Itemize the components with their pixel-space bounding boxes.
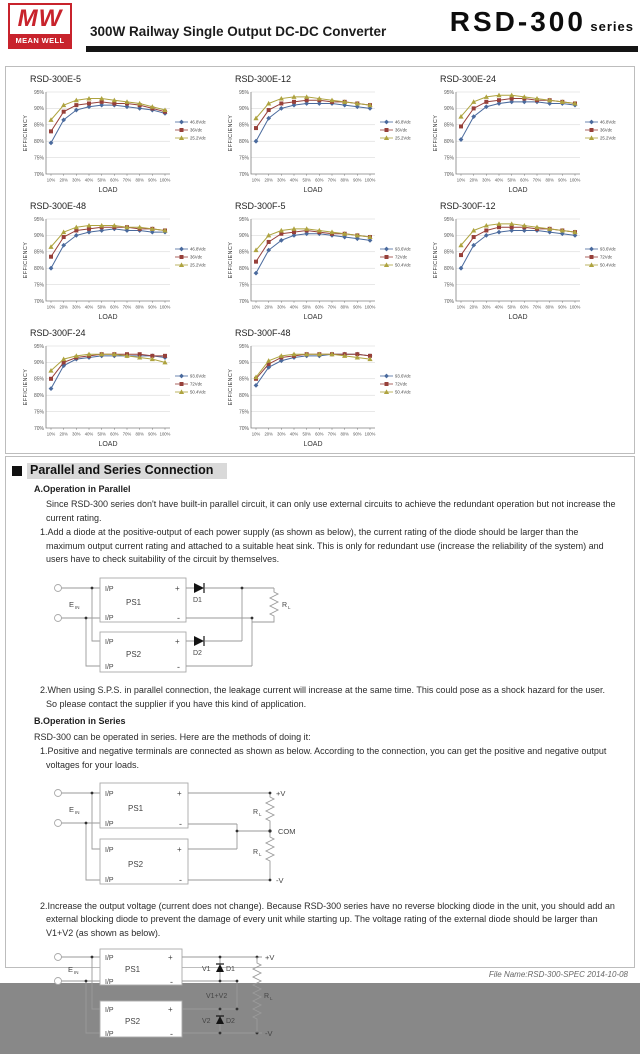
ein-label: E xyxy=(69,805,75,814)
parallel-connection-diagram xyxy=(42,574,372,676)
svg-text:70%: 70% xyxy=(327,431,337,437)
ps2-ip-bottom: I/P xyxy=(105,663,114,671)
ein-sub-label: IN xyxy=(75,810,80,815)
series-connection-diagram xyxy=(42,779,372,891)
svg-text:40%: 40% xyxy=(289,177,299,183)
svg-text:10%: 10% xyxy=(456,177,466,183)
svg-text:LOAD: LOAD xyxy=(303,441,323,448)
page-title: 300W Railway Single Output DC-DC Converter xyxy=(90,24,387,39)
svg-text:90%: 90% xyxy=(238,233,249,240)
charts-grid xyxy=(20,72,634,453)
svg-text:80%: 80% xyxy=(340,177,349,183)
svg-text:100%: 100% xyxy=(364,177,376,183)
svg-text:60%: 60% xyxy=(110,431,119,437)
svg-text:85%: 85% xyxy=(238,122,249,129)
svg-text:50%: 50% xyxy=(302,304,311,310)
ein-sub-label: IN xyxy=(75,604,80,610)
svg-text:75%: 75% xyxy=(443,155,454,162)
header-rule xyxy=(86,46,638,52)
chart-plot xyxy=(430,211,635,324)
logo-brand-text: MEAN WELL xyxy=(10,34,70,47)
svg-text:93.6Vdc: 93.6Vdc xyxy=(190,373,206,379)
svg-text:50%: 50% xyxy=(97,304,106,310)
svg-text:75%: 75% xyxy=(443,282,454,289)
svg-text:90%: 90% xyxy=(33,106,44,113)
svg-text:50.4Vdc: 50.4Vdc xyxy=(190,389,206,395)
svg-text:70%: 70% xyxy=(122,304,132,310)
svg-text:25.2Vdc: 25.2Vdc xyxy=(190,135,206,141)
svg-text:75%: 75% xyxy=(238,155,249,162)
svg-text:50%: 50% xyxy=(97,431,106,437)
svg-text:70%: 70% xyxy=(33,298,44,305)
svg-text:100%: 100% xyxy=(569,304,581,310)
svg-text:EFFICIENCY: EFFICIENCY xyxy=(23,241,29,279)
svg-text:50.4Vdc: 50.4Vdc xyxy=(395,389,411,395)
series-heading: B.Operation in Series xyxy=(34,716,126,726)
series-item2: 2.Increase the output voltage (current does not change). Because RSD-300 series have no reverse blocking diode in the unit, you should add an external blocking diode to prevent the damage of every unit while starting up. The voltage rating of the external diode should be larger than V1+V2 (as shown as below). xyxy=(40,900,615,938)
efficiency-chart-RSD-300E-5 xyxy=(20,72,225,199)
ps1-ip-bottom: I/P xyxy=(105,614,114,622)
ps2-plus: + xyxy=(177,845,182,854)
load-resistor-icon xyxy=(266,831,274,880)
svg-text:30%: 30% xyxy=(72,431,81,437)
svg-text:20%: 20% xyxy=(59,177,68,183)
svg-text:10%: 10% xyxy=(46,177,56,183)
svg-text:90%: 90% xyxy=(353,431,362,437)
svg-text:10%: 10% xyxy=(251,431,261,437)
diode-d1-icon xyxy=(216,964,224,972)
chart-title: RSD-300E-5 xyxy=(30,74,82,84)
meanwell-logo xyxy=(8,3,72,49)
input-terminal-icon xyxy=(55,820,62,827)
svg-text:50%: 50% xyxy=(507,177,516,183)
svg-text:46.8Vdc: 46.8Vdc xyxy=(190,119,206,125)
chart-plot xyxy=(20,338,225,451)
svg-text:10%: 10% xyxy=(251,304,261,310)
ps1-ip-top: I/P xyxy=(105,791,114,798)
svg-text:30%: 30% xyxy=(482,304,491,310)
efficiency-chart-RSD-300F-48 xyxy=(225,326,430,453)
svg-text:30%: 30% xyxy=(277,304,286,310)
ps2-minus: - xyxy=(179,875,182,885)
svg-text:95%: 95% xyxy=(33,343,44,350)
v1-label: V1 xyxy=(202,966,211,973)
ps2-ip-top: I/P xyxy=(105,1007,114,1014)
svg-text:95%: 95% xyxy=(238,343,249,350)
load-resistor-icon xyxy=(253,957,261,1033)
svg-text:70%: 70% xyxy=(327,177,337,183)
chart-title: RSD-300F-24 xyxy=(30,328,86,338)
svg-text:50%: 50% xyxy=(97,177,106,183)
svg-text:75%: 75% xyxy=(238,409,249,416)
d2-label: D2 xyxy=(226,1018,235,1025)
svg-text:90%: 90% xyxy=(443,233,454,240)
minus-v-label: -V xyxy=(265,1029,273,1038)
input-terminal-icon xyxy=(55,584,62,591)
efficiency-chart-RSD-300F-24 xyxy=(20,326,225,453)
svg-text:75%: 75% xyxy=(33,282,44,289)
svg-text:LOAD: LOAD xyxy=(303,314,323,321)
ps2-label: PS2 xyxy=(126,649,142,659)
svg-text:LOAD: LOAD xyxy=(98,441,118,448)
ps1-label: PS1 xyxy=(125,965,141,974)
svg-text:20%: 20% xyxy=(264,177,273,183)
svg-text:95%: 95% xyxy=(443,216,454,223)
svg-text:60%: 60% xyxy=(315,431,324,437)
rl2-label: R xyxy=(253,849,259,856)
chart-plot xyxy=(20,211,225,324)
efficiency-chart-RSD-300E-12 xyxy=(225,72,430,199)
svg-text:100%: 100% xyxy=(364,431,376,437)
input-terminal-icon xyxy=(55,954,62,961)
svg-text:50%: 50% xyxy=(302,177,311,183)
ein-label: E xyxy=(69,599,75,609)
d1-label: D1 xyxy=(193,596,202,604)
ps1-plus: + xyxy=(177,789,182,798)
svg-text:60%: 60% xyxy=(315,304,324,310)
svg-text:80%: 80% xyxy=(545,177,554,183)
section-title: Parallel and Series Connection xyxy=(27,463,227,479)
series-intro: RSD-300 can be operated in series. Here are the methods of doing it: xyxy=(34,731,311,742)
svg-text:10%: 10% xyxy=(46,304,56,310)
ps2-plus: + xyxy=(168,1005,173,1014)
svg-text:90%: 90% xyxy=(353,177,362,183)
square-bullet-icon xyxy=(12,466,22,476)
svg-text:72Vdc: 72Vdc xyxy=(395,254,408,260)
rl1-label: R xyxy=(253,809,259,816)
input-terminal-icon xyxy=(55,978,62,985)
chart-title: RSD-300E-12 xyxy=(235,74,292,84)
svg-text:85%: 85% xyxy=(33,376,44,383)
rl2-sub-label: L xyxy=(259,852,262,857)
ein-label: E xyxy=(68,965,74,974)
svg-text:EFFICIENCY: EFFICIENCY xyxy=(23,368,29,406)
svg-text:36Vdc: 36Vdc xyxy=(395,127,408,133)
svg-text:80%: 80% xyxy=(340,431,349,437)
series-blocking-diode-diagram xyxy=(42,947,372,1045)
ps1-ip-bottom: I/P xyxy=(105,979,114,986)
svg-text:LOAD: LOAD xyxy=(508,187,528,194)
chart-plot xyxy=(225,211,430,324)
svg-text:90%: 90% xyxy=(443,106,454,113)
ps2-ip-bottom: I/P xyxy=(105,877,114,884)
rl1-sub-label: L xyxy=(259,812,262,817)
svg-text:46.8Vdc: 46.8Vdc xyxy=(600,119,616,125)
svg-text:46.8Vdc: 46.8Vdc xyxy=(395,119,411,125)
svg-text:85%: 85% xyxy=(443,122,454,129)
svg-text:60%: 60% xyxy=(520,304,529,310)
svg-text:93.6Vdc: 93.6Vdc xyxy=(600,246,616,252)
chart-plot xyxy=(225,84,430,197)
svg-text:80%: 80% xyxy=(135,177,144,183)
ps1-minus: - xyxy=(170,977,173,987)
efficiency-chart-RSD-300E-48 xyxy=(20,199,225,326)
parallel-intro: Since RSD-300 series don't have built-in parallel circuit, it can only use external circuits to achieve the redundant operation but not increase the current rating. xyxy=(46,499,616,523)
svg-text:100%: 100% xyxy=(364,304,376,310)
ps2-label: PS2 xyxy=(125,1017,141,1026)
ps1-ip-top: I/P xyxy=(105,585,114,593)
plus-v-label: +V xyxy=(276,789,286,798)
v2-label: V2 xyxy=(202,1018,211,1025)
svg-text:20%: 20% xyxy=(59,431,68,437)
ps1-plus: + xyxy=(175,583,180,593)
svg-text:60%: 60% xyxy=(110,304,119,310)
svg-text:80%: 80% xyxy=(238,393,249,399)
svg-text:75%: 75% xyxy=(33,409,44,416)
svg-text:LOAD: LOAD xyxy=(508,314,528,321)
svg-text:25.2Vdc: 25.2Vdc xyxy=(190,262,206,268)
load-resistor-icon xyxy=(252,588,278,622)
ps1-minus: - xyxy=(179,819,182,829)
ps2-minus: - xyxy=(177,661,180,672)
svg-text:LOAD: LOAD xyxy=(98,187,118,194)
svg-text:90%: 90% xyxy=(558,304,567,310)
svg-text:80%: 80% xyxy=(33,393,44,399)
svg-text:72Vdc: 72Vdc xyxy=(600,254,613,260)
svg-text:95%: 95% xyxy=(238,216,249,223)
svg-text:95%: 95% xyxy=(238,89,249,96)
ps1-label: PS1 xyxy=(126,597,142,607)
svg-text:90%: 90% xyxy=(238,106,249,113)
svg-text:80%: 80% xyxy=(238,139,249,145)
svg-text:70%: 70% xyxy=(327,304,337,310)
efficiency-chart-RSD-300F-5 xyxy=(225,199,430,326)
rl-sub-label: L xyxy=(270,996,273,1001)
svg-text:85%: 85% xyxy=(33,122,44,129)
svg-text:50.4Vdc: 50.4Vdc xyxy=(395,262,411,268)
ps1-minus: - xyxy=(177,612,180,623)
ps2-plus: + xyxy=(175,636,180,646)
logo-mw-text: MW xyxy=(17,5,63,32)
svg-text:95%: 95% xyxy=(33,89,44,96)
v1v2-label: V1+V2 xyxy=(206,993,228,1000)
svg-text:100%: 100% xyxy=(159,304,171,310)
chart-plot xyxy=(225,338,430,451)
svg-text:85%: 85% xyxy=(443,249,454,256)
series-item1: 1.Positive and negative terminals are connected as shown as below. According to the connection, you can get the positive and negative output voltages for your loads. xyxy=(40,746,607,770)
svg-text:70%: 70% xyxy=(443,298,454,305)
svg-text:90%: 90% xyxy=(238,360,249,367)
svg-text:80%: 80% xyxy=(443,139,454,145)
rl-label: R xyxy=(282,601,288,609)
parallel-item2: 2.When using S.P.S. in parallel connection, the leakage current will increase at the same time. This could pose as a shock hazard for the user. So please contact the supplier if you have this kind of application. xyxy=(40,685,605,709)
svg-text:90%: 90% xyxy=(353,304,362,310)
svg-text:75%: 75% xyxy=(238,282,249,289)
svg-text:40%: 40% xyxy=(84,177,94,183)
svg-text:36Vdc: 36Vdc xyxy=(190,127,203,133)
series-title xyxy=(450,6,634,38)
svg-text:70%: 70% xyxy=(122,431,132,437)
svg-text:95%: 95% xyxy=(443,89,454,96)
svg-text:90%: 90% xyxy=(33,233,44,240)
svg-text:90%: 90% xyxy=(148,431,157,437)
ps2-ip-top: I/P xyxy=(105,638,114,646)
svg-text:20%: 20% xyxy=(469,304,478,310)
svg-text:30%: 30% xyxy=(277,431,286,437)
svg-text:10%: 10% xyxy=(46,431,56,437)
svg-text:90%: 90% xyxy=(33,360,44,367)
svg-text:40%: 40% xyxy=(84,304,94,310)
diode-d2-icon xyxy=(216,1016,224,1024)
svg-text:93.6Vdc: 93.6Vdc xyxy=(395,373,411,379)
svg-text:25.2Vdc: 25.2Vdc xyxy=(600,135,616,141)
svg-text:80%: 80% xyxy=(545,304,554,310)
svg-text:30%: 30% xyxy=(72,177,81,183)
svg-text:EFFICIENCY: EFFICIENCY xyxy=(23,114,29,152)
svg-text:75%: 75% xyxy=(33,155,44,162)
svg-text:40%: 40% xyxy=(289,304,299,310)
svg-text:EFFICIENCY: EFFICIENCY xyxy=(228,368,234,406)
svg-text:50.4Vdc: 50.4Vdc xyxy=(600,262,616,268)
svg-text:36Vdc: 36Vdc xyxy=(600,127,613,133)
ps1-label: PS1 xyxy=(128,804,144,813)
svg-text:40%: 40% xyxy=(289,431,299,437)
svg-text:70%: 70% xyxy=(122,177,132,183)
svg-text:LOAD: LOAD xyxy=(98,314,118,321)
load-resistor-icon xyxy=(266,793,274,831)
svg-text:100%: 100% xyxy=(159,177,171,183)
svg-text:70%: 70% xyxy=(532,304,542,310)
ps1-ip-top: I/P xyxy=(105,955,114,962)
diode-d2-icon xyxy=(194,636,204,646)
svg-text:EFFICIENCY: EFFICIENCY xyxy=(228,114,234,152)
svg-text:70%: 70% xyxy=(238,425,249,432)
ps1-plus: + xyxy=(168,953,173,962)
svg-text:70%: 70% xyxy=(532,177,542,183)
svg-text:70%: 70% xyxy=(238,298,249,305)
ps1-ip-bottom: I/P xyxy=(105,821,114,828)
svg-text:100%: 100% xyxy=(569,177,581,183)
rl-label: R xyxy=(264,993,270,1000)
svg-text:90%: 90% xyxy=(148,177,157,183)
svg-text:80%: 80% xyxy=(33,139,44,145)
svg-text:36Vdc: 36Vdc xyxy=(190,254,203,260)
svg-text:40%: 40% xyxy=(494,304,504,310)
series-name: RSD-300 xyxy=(449,6,586,37)
svg-text:70%: 70% xyxy=(238,171,249,178)
d2-label: D2 xyxy=(193,649,202,657)
series-suffix: series xyxy=(590,19,634,34)
svg-text:93.6Vdc: 93.6Vdc xyxy=(395,246,411,252)
svg-text:20%: 20% xyxy=(264,431,273,437)
svg-text:60%: 60% xyxy=(315,177,324,183)
svg-text:80%: 80% xyxy=(33,266,44,272)
svg-text:90%: 90% xyxy=(148,304,157,310)
chart-title: RSD-300E-24 xyxy=(440,74,497,84)
svg-text:20%: 20% xyxy=(264,304,273,310)
svg-text:80%: 80% xyxy=(135,431,144,437)
svg-text:60%: 60% xyxy=(520,177,529,183)
ps2-label: PS2 xyxy=(128,860,144,869)
section-heading xyxy=(12,463,624,479)
svg-text:100%: 100% xyxy=(159,431,171,437)
minus-v-label: -V xyxy=(276,876,284,885)
chart-plot xyxy=(430,84,635,197)
svg-text:85%: 85% xyxy=(33,249,44,256)
svg-text:70%: 70% xyxy=(443,171,454,178)
input-terminal-icon xyxy=(55,614,62,621)
svg-text:70%: 70% xyxy=(33,425,44,432)
parallel-item1: 1.Add a diode at the positive-output of each power supply (as shown as below), the current rating of the diode should be larger than the maximum output current rating and attached to a suitable heat sink. This is only for redundant use (increase the reliability of the system) and users have to check suitability of the circuit by themselves. xyxy=(40,527,604,564)
efficiency-chart-RSD-300E-24 xyxy=(430,72,635,199)
svg-text:80%: 80% xyxy=(340,304,349,310)
svg-text:LOAD: LOAD xyxy=(303,187,323,194)
svg-text:72Vdc: 72Vdc xyxy=(395,381,408,387)
chart-title: RSD-300F-5 xyxy=(235,201,286,211)
svg-text:72Vdc: 72Vdc xyxy=(190,381,203,387)
svg-text:80%: 80% xyxy=(443,266,454,272)
efficiency-chart-RSD-300F-12 xyxy=(430,199,635,326)
svg-text:50%: 50% xyxy=(302,431,311,437)
chart-title: RSD-300F-48 xyxy=(235,328,291,338)
svg-text:85%: 85% xyxy=(238,249,249,256)
ps2-ip-bottom: I/P xyxy=(105,1031,114,1038)
svg-text:EFFICIENCY: EFFICIENCY xyxy=(433,114,439,152)
svg-text:20%: 20% xyxy=(59,304,68,310)
chart-title: RSD-300F-12 xyxy=(440,201,496,211)
input-terminal-icon xyxy=(55,790,62,797)
com-label: COM xyxy=(278,827,296,836)
ein-sub-label: IN xyxy=(74,970,79,975)
svg-text:85%: 85% xyxy=(238,376,249,383)
parallel-heading: A.Operation in Parallel xyxy=(34,483,131,494)
svg-text:20%: 20% xyxy=(469,177,478,183)
svg-text:70%: 70% xyxy=(33,171,44,178)
rl-sub-label: L xyxy=(288,604,291,610)
svg-text:30%: 30% xyxy=(482,177,491,183)
svg-text:60%: 60% xyxy=(110,177,119,183)
ps2-ip-top: I/P xyxy=(105,847,114,854)
svg-text:30%: 30% xyxy=(277,177,286,183)
svg-text:10%: 10% xyxy=(251,177,261,183)
svg-text:40%: 40% xyxy=(84,431,94,437)
chart-plot xyxy=(20,84,225,197)
svg-text:80%: 80% xyxy=(238,266,249,272)
d1-label: D1 xyxy=(226,966,235,973)
plus-v-label: +V xyxy=(265,953,275,962)
efficiency-charts-box xyxy=(5,66,635,454)
svg-text:25.2Vdc: 25.2Vdc xyxy=(395,135,411,141)
svg-text:95%: 95% xyxy=(33,216,44,223)
svg-text:30%: 30% xyxy=(72,304,81,310)
svg-text:50%: 50% xyxy=(507,304,516,310)
ps2-minus: - xyxy=(170,1029,173,1039)
svg-text:90%: 90% xyxy=(558,177,567,183)
chart-title: RSD-300E-48 xyxy=(30,201,87,211)
file-name-footer: File Name:RSD-300-SPEC 2014-10-08 xyxy=(488,970,628,979)
svg-text:EFFICIENCY: EFFICIENCY xyxy=(228,241,234,279)
diode-d1-icon xyxy=(194,583,204,593)
svg-text:10%: 10% xyxy=(456,304,466,310)
svg-text:40%: 40% xyxy=(494,177,504,183)
svg-text:80%: 80% xyxy=(135,304,144,310)
svg-text:EFFICIENCY: EFFICIENCY xyxy=(433,241,439,279)
svg-text:46.8Vdc: 46.8Vdc xyxy=(190,246,206,252)
